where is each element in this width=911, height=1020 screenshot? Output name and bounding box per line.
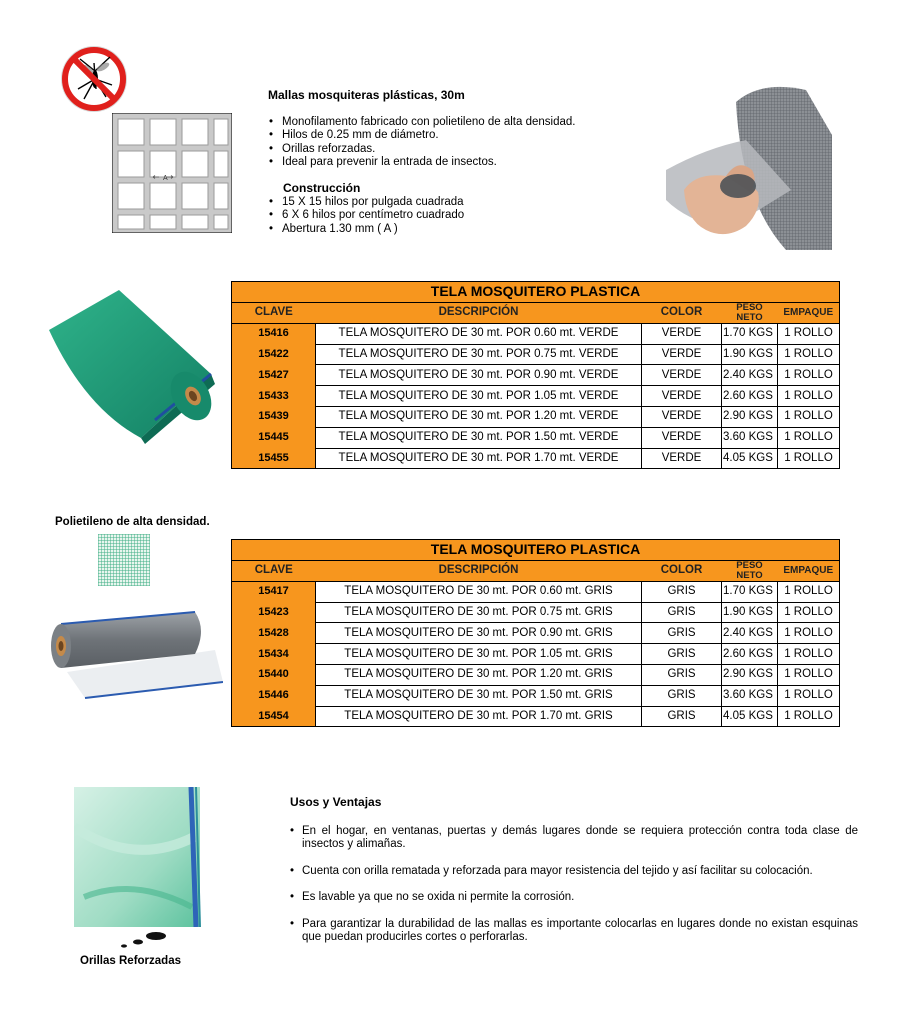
header-empaque: EMPAQUE	[778, 302, 840, 323]
table-row	[232, 581, 840, 602]
table-cell: 15422	[232, 344, 316, 365]
table-cell: 1.90 KGS	[722, 602, 778, 623]
table-cell: 1 ROLLO	[778, 664, 840, 685]
header-descripcion: DESCRIPCIÓN	[316, 302, 642, 323]
table-cell: 15455	[232, 448, 316, 469]
table-cell: 15423	[232, 602, 316, 623]
table-cell: 15416	[232, 323, 316, 344]
table-cell: 1 ROLLO	[778, 602, 840, 623]
table-cell: VERDE	[642, 323, 722, 344]
hand-mesh-photo	[666, 80, 834, 252]
table-cell: GRIS	[642, 706, 722, 727]
table-row	[232, 664, 840, 685]
table-row	[232, 685, 840, 706]
table-cell: TELA MOSQUITERO DE 30 mt. POR 0.60 mt. GRIS	[316, 581, 642, 602]
table-cell: 1 ROLLO	[778, 706, 840, 727]
table-cell: 15446	[232, 685, 316, 706]
table-cell: TELA MOSQUITERO DE 30 mt. POR 0.90 mt. VERDE	[316, 365, 642, 386]
table-cell: 15434	[232, 644, 316, 665]
table-cell: TELA MOSQUITERO DE 30 mt. POR 0.60 mt. VERDE	[316, 323, 642, 344]
table-cell: 1 ROLLO	[778, 427, 840, 448]
header-peso: PESO NETO	[722, 302, 778, 323]
table-cell: 1 ROLLO	[778, 344, 840, 365]
table-row	[232, 706, 840, 727]
table-cell: 1 ROLLO	[778, 406, 840, 427]
table-cell: 1 ROLLO	[778, 365, 840, 386]
table-cell: 2.40 KGS	[722, 623, 778, 644]
table-cell: 1.90 KGS	[722, 344, 778, 365]
table-row	[232, 623, 840, 644]
table-cell: VERDE	[642, 386, 722, 407]
table-cell: 4.05 KGS	[722, 706, 778, 727]
table-cell: 3.60 KGS	[722, 427, 778, 448]
table-cell: TELA MOSQUITERO DE 30 mt. POR 0.90 mt. GRIS	[316, 623, 642, 644]
product-table-green	[231, 281, 840, 469]
table-cell: VERDE	[642, 344, 722, 365]
list-item: • Monofilamento fabricado con polietileno de alta densidad.	[282, 116, 648, 129]
header-color: COLOR	[642, 302, 722, 323]
table-cell: GRIS	[642, 644, 722, 665]
table-row	[232, 602, 840, 623]
table-cell: 1 ROLLO	[778, 323, 840, 344]
table-cell: VERDE	[642, 427, 722, 448]
table-cell: 1 ROLLO	[778, 386, 840, 407]
construction-list	[268, 196, 648, 236]
table-cell: 1.70 KGS	[722, 581, 778, 602]
table-cell: 15428	[232, 623, 316, 644]
list-item: • Hilos de 0.25 mm de diámetro.	[282, 129, 648, 142]
table-cell: GRIS	[642, 602, 722, 623]
table-row	[232, 365, 840, 386]
edge-photo	[74, 787, 204, 927]
table-cell: 15427	[232, 365, 316, 386]
list-item: • 15 X 15 hilos por pulgada cuadrada	[282, 196, 648, 209]
table-cell: 1 ROLLO	[778, 644, 840, 665]
table-cell: 3.60 KGS	[722, 685, 778, 706]
table-cell: 1 ROLLO	[778, 623, 840, 644]
table-cell: 2.90 KGS	[722, 664, 778, 685]
table-cell: VERDE	[642, 365, 722, 386]
table-cell: VERDE	[642, 448, 722, 469]
table-cell: 15440	[232, 664, 316, 685]
table-cell: 4.05 KGS	[722, 448, 778, 469]
table-cell: TELA MOSQUITERO DE 30 mt. POR 1.20 mt. VERDE	[316, 406, 642, 427]
uses-title: Usos y Ventajas	[290, 795, 382, 809]
table-cell: TELA MOSQUITERO DE 30 mt. POR 0.75 mt. VERDE	[316, 344, 642, 365]
list-item: • Para garantizar la durabilidad de las mallas es importante colocarlas en lugares donde no existan esquinas que puedan producirles cortes o perforarlas.	[302, 918, 858, 945]
table-cell: 2.90 KGS	[722, 406, 778, 427]
table-row	[232, 323, 840, 344]
intro-section	[268, 88, 648, 236]
table-row	[232, 386, 840, 407]
list-item: • En el hogar, en ventanas, puertas y demás lugares donde se requiera protección contra toda clase de insectos y alimañas.	[302, 825, 858, 852]
table-cell: 15454	[232, 706, 316, 727]
header-descripcion: DESCRIPCIÓN	[316, 560, 642, 581]
table-cell: TELA MOSQUITERO DE 30 mt. POR 1.05 mt. VERDE	[316, 386, 642, 407]
polyethylene-label: Polietileno de alta densidad.	[55, 516, 210, 528]
table-cell: TELA MOSQUITERO DE 30 mt. POR 1.50 mt. VERDE	[316, 427, 642, 448]
header-empaque: EMPAQUE	[778, 560, 840, 581]
table-cell: TELA MOSQUITERO DE 30 mt. POR 1.50 mt. GRIS	[316, 685, 642, 706]
header-peso: PESO NETO	[722, 560, 778, 581]
list-item: • Es lavable ya que no se oxida ni permite la corrosión.	[302, 891, 858, 904]
table-cell: GRIS	[642, 664, 722, 685]
table-title: TELA MOSQUITERO PLASTICA	[232, 282, 840, 303]
table-cell: 15439	[232, 406, 316, 427]
mesh-sample-photo	[98, 534, 150, 586]
table-title: TELA MOSQUITERO PLASTICA	[232, 540, 840, 561]
header-clave: CLAVE	[232, 302, 316, 323]
table-row	[232, 427, 840, 448]
table-cell: 15417	[232, 581, 316, 602]
table-cell: 15445	[232, 427, 316, 448]
table-cell: TELA MOSQUITERO DE 30 mt. POR 1.70 mt. GRIS	[316, 706, 642, 727]
reinforced-edges-label: Orillas Reforzadas	[80, 955, 181, 967]
table-cell: 1 ROLLO	[778, 685, 840, 706]
list-item: • Cuenta con orilla rematada y reforzada para mayor resistencia del tejido y así facilitar su colocación.	[302, 865, 858, 878]
table-cell: 1.70 KGS	[722, 323, 778, 344]
product-table-grey	[231, 539, 840, 727]
no-mosquito-icon	[60, 45, 128, 113]
table-cell: GRIS	[642, 623, 722, 644]
table-cell: VERDE	[642, 406, 722, 427]
table-cell: 1 ROLLO	[778, 581, 840, 602]
table-cell: 2.60 KGS	[722, 644, 778, 665]
list-item: • Abertura 1.30 mm ( A )	[282, 223, 648, 236]
decorative-dots	[118, 928, 174, 950]
table-cell: TELA MOSQUITERO DE 30 mt. POR 1.20 mt. GRIS	[316, 664, 642, 685]
table-cell: 15433	[232, 386, 316, 407]
table-cell: TELA MOSQUITERO DE 30 mt. POR 0.75 mt. GRIS	[316, 602, 642, 623]
green-roll-photo	[45, 288, 217, 446]
intro-title: Mallas mosquiteras plásticas, 30m	[268, 88, 465, 102]
uses-section	[290, 795, 858, 957]
table-row	[232, 644, 840, 665]
table-cell: 2.40 KGS	[722, 365, 778, 386]
table-row	[232, 406, 840, 427]
grey-roll-photo	[45, 610, 223, 700]
header-color: COLOR	[642, 560, 722, 581]
table-cell: TELA MOSQUITERO DE 30 mt. POR 1.05 mt. GRIS	[316, 644, 642, 665]
list-item: • 6 X 6 hilos por centímetro cuadrado	[282, 209, 648, 222]
table-cell: GRIS	[642, 581, 722, 602]
construction-title: Construcción	[283, 181, 361, 196]
mesh-diagram	[112, 113, 232, 233]
list-item: • Orillas reforzadas.	[282, 143, 648, 156]
feature-list	[268, 116, 648, 169]
uses-list	[290, 825, 858, 944]
table-row	[232, 448, 840, 469]
list-item: • Ideal para prevenir la entrada de insectos.	[282, 156, 648, 169]
header-clave: CLAVE	[232, 560, 316, 581]
table-cell: TELA MOSQUITERO DE 30 mt. POR 1.70 mt. VERDE	[316, 448, 642, 469]
table-cell: GRIS	[642, 685, 722, 706]
table-cell: 1 ROLLO	[778, 448, 840, 469]
table-row	[232, 344, 840, 365]
diagram-label: A	[163, 175, 168, 182]
table-cell: 2.60 KGS	[722, 386, 778, 407]
